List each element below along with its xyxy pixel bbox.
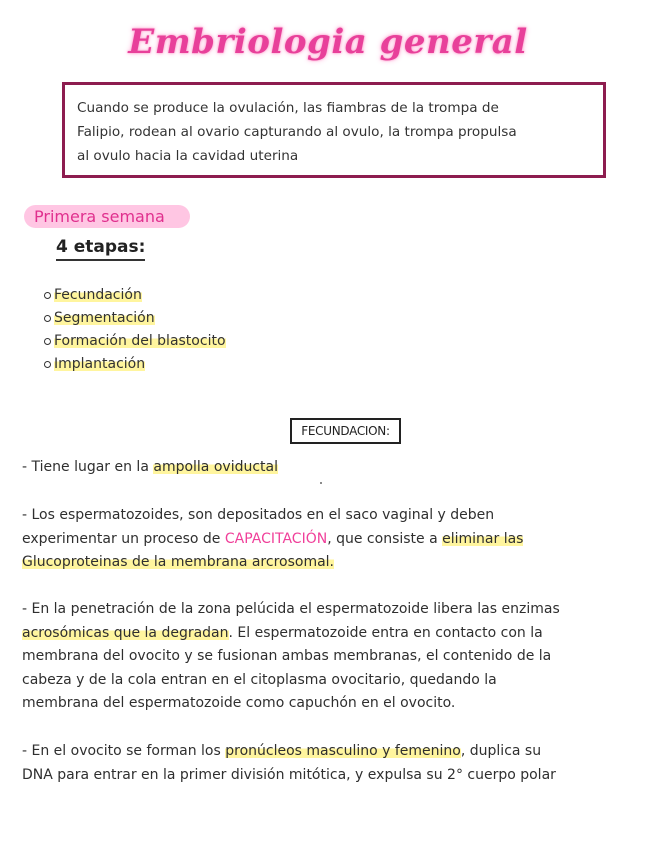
highlight-text: pronúcleos masculino y femenino xyxy=(225,743,461,759)
highlight-text: eliminar las xyxy=(442,530,524,547)
paragraph-penetracion xyxy=(22,598,652,716)
text-segment: . El espermatozoide entra en contacto con la xyxy=(228,624,543,641)
text-segment: , duplica su xyxy=(460,743,542,759)
intro-line: Falipio, rodean al ovario capturando al ovulo, la trompa propulsa xyxy=(77,124,517,140)
list-item xyxy=(44,330,226,353)
text-line: membrana del ovocito y se fusionan ambas membranas, el contenido de la xyxy=(22,648,552,664)
paragraph-pronucleos xyxy=(22,740,652,787)
stray-dot xyxy=(320,482,322,484)
text-line xyxy=(22,740,652,764)
bullet-icon xyxy=(44,292,51,299)
stage-label: Formación del blastocito xyxy=(54,333,226,349)
text-line xyxy=(22,528,652,552)
list-item xyxy=(44,307,226,330)
stages-label: 4 etapas: xyxy=(56,236,145,261)
fecundacion-heading: FECUNDACION: xyxy=(290,418,401,444)
highlight-text: Glucoproteinas de la membrana arcrosomal. xyxy=(22,554,334,570)
highlight-text: acrosómicas que la degradan xyxy=(22,624,229,641)
stage-list xyxy=(44,284,226,376)
intro-line: Cuando se produce la ovulación, las fiambras de la trompa de xyxy=(77,100,499,116)
list-item xyxy=(44,353,226,376)
stage-label: Segmentación xyxy=(54,310,155,326)
text-line: - Los espermatozoides, son depositados en el saco vaginal y deben xyxy=(22,507,495,523)
text-line xyxy=(22,456,652,480)
text-segment: experimentar un proceso de xyxy=(22,530,225,547)
intro-line: al ovulo hacia la cavidad uterina xyxy=(77,148,299,164)
stage-label: Implantación xyxy=(54,356,146,372)
stage-label: Fecundación xyxy=(54,287,142,303)
text-segment: - Tiene lugar en la xyxy=(22,459,154,475)
list-item xyxy=(44,284,226,307)
pink-term: CAPACITACIÓN xyxy=(224,530,328,547)
bullet-icon xyxy=(44,315,51,322)
paragraph-location xyxy=(22,456,652,480)
page-title: Embriologia general xyxy=(128,22,528,62)
text-line xyxy=(22,622,652,646)
text-line xyxy=(22,551,652,575)
text-line: DNA para entrar en la primer división mitótica, y expulsa su 2° cuerpo polar xyxy=(22,766,556,783)
intro-box xyxy=(62,82,606,178)
paragraph-capacitacion xyxy=(22,504,652,575)
section-heading: Primera semana xyxy=(24,205,190,228)
bullet-icon xyxy=(44,338,51,345)
text-segment: , que consiste a xyxy=(327,530,443,547)
bullet-icon xyxy=(44,361,51,368)
text-line: cabeza y de la cola entran en el citoplasma ovocitario, quedando la xyxy=(22,671,497,688)
text-line: membrana del espermatozoide como capuchón en el ovocito. xyxy=(22,695,456,711)
highlight-text: ampolla oviductal xyxy=(153,459,278,475)
text-line: - En la penetración de la zona pelúcida el espermatozoide libera las enzimas xyxy=(22,601,560,617)
text-segment: - En el ovocito se forman los xyxy=(22,743,226,759)
